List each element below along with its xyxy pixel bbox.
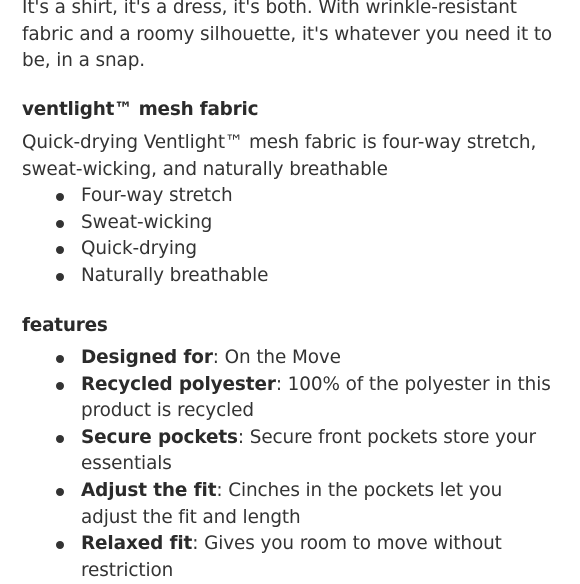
list-item xyxy=(0,210,580,237)
list-item xyxy=(0,345,580,372)
feature-text: : Secure front pockets store your essentials xyxy=(81,426,537,475)
feature-name: Relaxed fit xyxy=(81,533,193,555)
list-item-text: Four-way stretch xyxy=(81,185,233,206)
features-heading: features xyxy=(22,315,108,336)
feature-text: : Cinches in the pockets let you adjust the fit and length xyxy=(81,479,503,528)
feature-text: : On the Move xyxy=(212,347,341,368)
mesh-fabric-heading: ventlight™ mesh fabric xyxy=(22,99,259,120)
list-item-text: Sweat-wicking xyxy=(81,211,213,233)
bullet-icon xyxy=(56,435,64,443)
mesh-fabric-list xyxy=(0,183,580,289)
bullet-icon xyxy=(56,541,64,549)
list-item-text: Naturally breathable xyxy=(81,264,269,286)
features-list xyxy=(0,345,580,584)
list-item xyxy=(0,425,580,478)
list-item xyxy=(0,531,580,584)
intro-paragraph: It's a shirt, it's a dress, it's both. With wrinkle-resistant fabric and a roomy silhouette, it's whatever you need it to be, in a snap. xyxy=(22,0,553,72)
list-item xyxy=(0,236,580,263)
feature-name: Adjust the fit xyxy=(81,479,217,501)
bullet-icon xyxy=(56,488,64,496)
feature-name: Recycled polyester xyxy=(81,373,276,395)
feature-name: Designed for xyxy=(81,347,213,368)
bullet-icon xyxy=(56,220,64,228)
bullet-icon xyxy=(56,355,64,363)
list-item-text: Quick-drying xyxy=(81,238,197,260)
bullet-icon xyxy=(56,193,64,201)
list-item xyxy=(0,263,580,290)
feature-text: : Gives you room to move without restriction xyxy=(81,533,502,581)
bullet-icon xyxy=(56,246,64,254)
feature-name: Secure pockets xyxy=(81,426,238,448)
mesh-fabric-description: Quick-drying Ventlight™ mesh fabric is four-way stretch, sweat-wicking, and naturally breathable xyxy=(22,132,537,180)
feature-text: : 100% of the polyester in this product is recycled xyxy=(81,373,551,422)
bullet-icon xyxy=(56,273,64,281)
list-item xyxy=(0,183,580,210)
bullet-icon xyxy=(56,382,64,390)
list-item xyxy=(0,478,580,531)
list-item xyxy=(0,372,580,425)
